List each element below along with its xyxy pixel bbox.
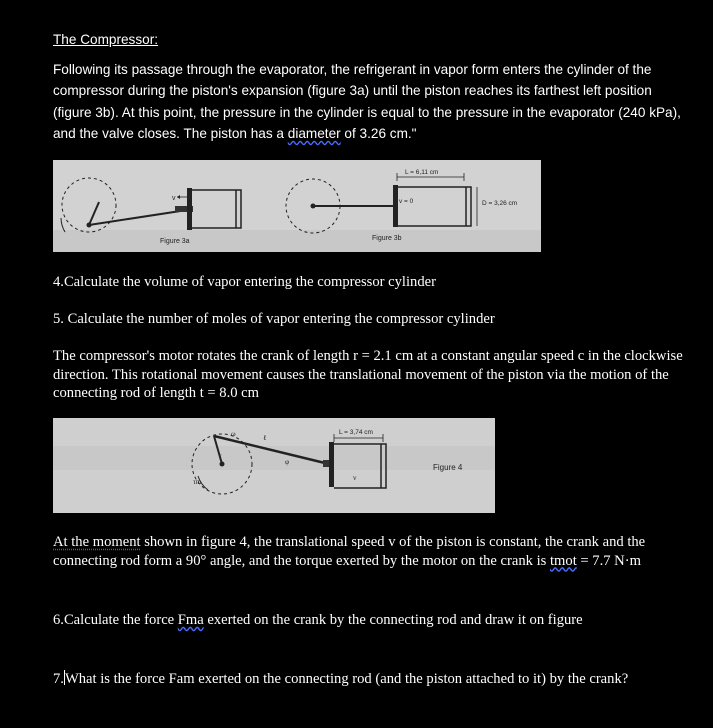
piston-b [393,185,398,227]
question-4: 4.Calculate the volume of vapor entering the compressor cylinder [53,274,436,290]
diameter-word: diameter [287,126,341,142]
question-7-number: 7. [53,671,64,687]
intro-paragraph [53,59,693,145]
moment-underlined: At the moment [53,534,141,550]
r-label: r [219,452,222,460]
tm-label: τm [193,478,202,486]
question-7 [53,670,693,689]
l-label: ℓ [263,434,267,442]
intro-text-before: Following its passage through the evaporator, the refrigerant in vapor form enters the cylinder of the compressor during the piston's expansion (figure 3a) until the piston reaches its farthest left position (figure 3b). At this point, the pressure in the cylinder is equal to the pressure in the evaporator (240 kPa), and the valve closes. The piston has a [53,62,681,142]
tmot-word: tmot [550,552,577,569]
figure-3-drawing [53,160,541,252]
piston-a [187,188,192,230]
phi-label: φ [285,458,290,466]
moment-text: shown in figure 4, the translational speed v of the piston is constant, the crank and the connecting rod form a 90° angle, and the torque exerted by the motor on the crank is [53,534,646,569]
velocity-label-a: v [172,195,176,202]
figure-4-label: Figure 4 [433,463,463,472]
figure-3a-label: Figure 3a [160,238,190,245]
figure-4-drawing [53,418,495,513]
fma-word: Fma [177,612,204,628]
question-7-text: What is the force Fam exerted on the connecting rod (and the piston attached to it) by the crank? [64,671,629,687]
question-6-before: 6.Calculate the force [53,612,178,628]
question-6 [53,611,693,630]
diameter-label: D = 3,26 cm [482,200,518,207]
piston-4 [329,442,334,487]
length-label-4: L = 3,74 cm [339,429,373,436]
v-label: v [353,474,357,482]
question-5: 5. Calculate the number of moles of vapor entering the compressor cylinder [53,311,495,327]
tmot-value: = 7.7 N·m [576,552,641,569]
intro-text-after: of 3.26 cm." [340,126,417,142]
figure-4-image [53,418,495,513]
length-label-b: L = 6,11 cm [405,169,439,176]
figure-3b-label: Figure 3b [372,235,402,242]
moment-paragraph [53,533,693,570]
omega-label: ω [231,430,236,438]
question-6-after: exerted on the crank by the connecting rod and draw it on figure [203,612,583,628]
figure-3-image [53,160,541,252]
motor-paragraph: The compressor's motor rotates the crank of length r = 2.1 cm at a constant angular speed c in the clockwise direction. This rotational movement causes the translational movement of the piston via the motion of the connecting rod of length t = 8.0 cm [53,348,683,401]
velocity-label-b: v = 0 [399,198,414,205]
section-title: The Compressor: [53,32,159,47]
